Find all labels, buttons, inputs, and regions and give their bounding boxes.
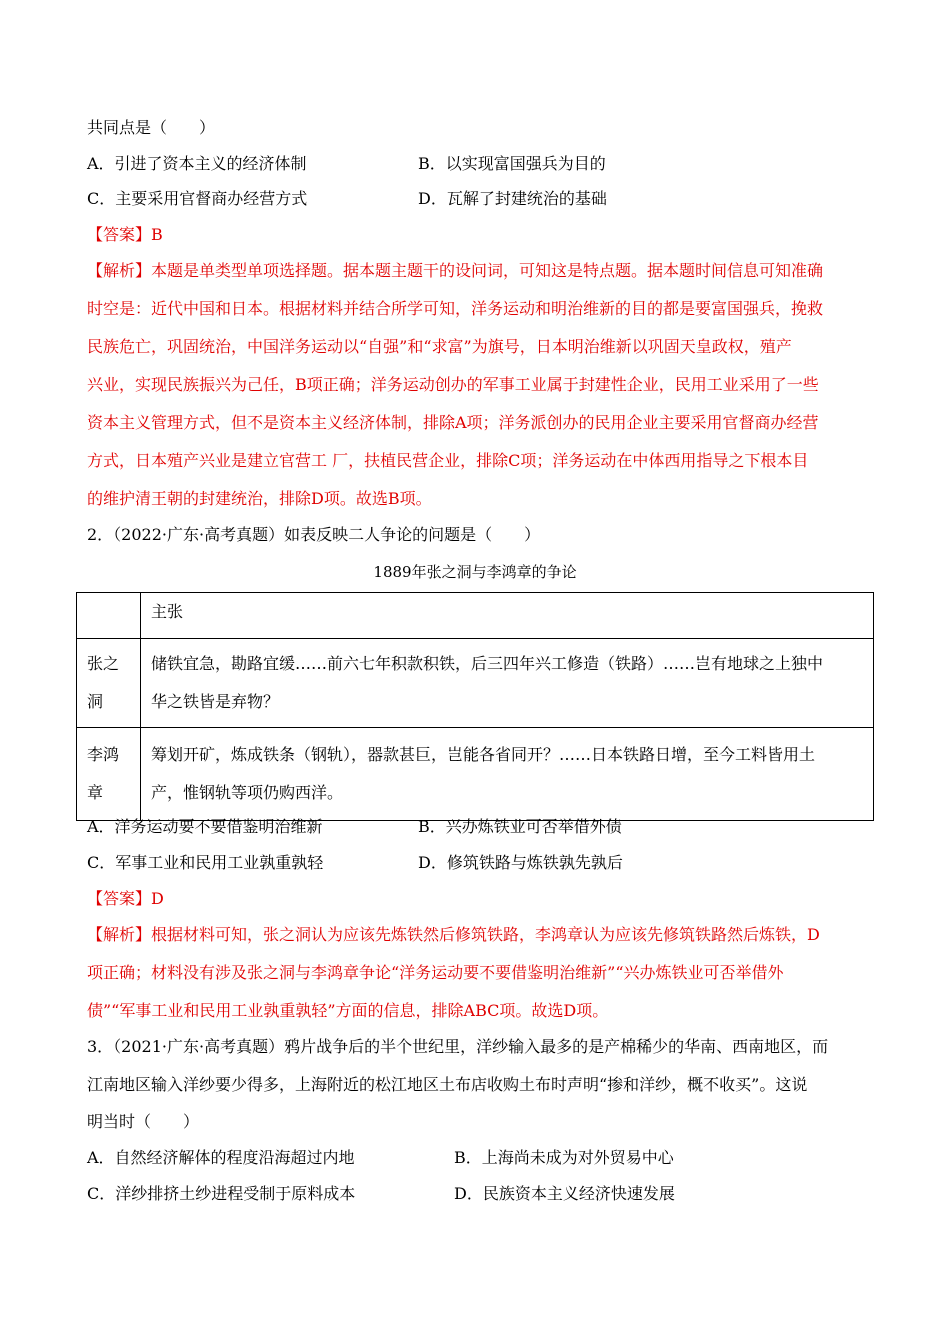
q2-table-caption: 1889年张之洞与李鸿章的争论 bbox=[373, 563, 577, 581]
q1-option-d: D．瓦解了封建统治的基础 bbox=[418, 189, 607, 208]
q1-analysis-line: 【解析】本题是单类型单项选择题。据本题主题干的设问词，可知这是特点题。据本题时间信息可知准确 bbox=[87, 261, 824, 280]
person-name-line: 李鸿 bbox=[87, 745, 120, 764]
q2-option-a: A．洋务运动要不要借鉴明治维新 bbox=[87, 817, 323, 836]
person-name-line: 章 bbox=[87, 783, 104, 802]
q1-analysis-line: 的维护清王朝的封建统治，排除D项。故选B项。 bbox=[87, 489, 432, 508]
q1-analysis-line: 兴业，实现民族振兴为己任，B项正确；洋务运动创办的军事工业属于封建性企业，民用工业采用了一些 bbox=[87, 375, 819, 394]
argument-cell bbox=[141, 728, 874, 821]
q1-option-a: A．引进了资本主义的经济体制 bbox=[87, 154, 307, 173]
argument-cell bbox=[141, 639, 874, 728]
q2-option-d: D．修筑铁路与炼铁孰先孰后 bbox=[418, 853, 623, 872]
q3-option-a: A．自然经济解体的程度沿海超过内地 bbox=[87, 1148, 355, 1167]
q2-stem: 2．（2022·广东·高考真题）如表反映二人争论的问题是（ ） bbox=[87, 525, 541, 544]
argument-line: 产，惟钢轨等项仍购西洋。 bbox=[151, 783, 344, 802]
q2-option-c: C．军事工业和民用工业孰重孰轻 bbox=[87, 853, 324, 872]
q1-analysis-line: 时空是：近代中国和日本。根据材料并结合所学可知，洋务运动和明治维新的目的都是要富国强兵，挽救 bbox=[87, 299, 824, 318]
table-header-cell bbox=[77, 593, 141, 639]
q1-option-b: B．以实现富国强兵为目的 bbox=[418, 154, 606, 173]
table-row bbox=[77, 639, 874, 728]
q3-stem-line: 江南地区输入洋纱要少得多，上海附近的松江地区土布店收购土布时声明“掺和洋纱，概不收买”。这说 bbox=[87, 1075, 808, 1094]
table-header-cell: 主张 bbox=[141, 593, 874, 639]
q3-option-b: B．上海尚未成为对外贸易中心 bbox=[454, 1148, 674, 1167]
table-row bbox=[77, 728, 874, 821]
q3-stem-line: 明当时（ ） bbox=[87, 1112, 200, 1131]
q2-option-b: B．兴办炼铁业可否举借外债 bbox=[418, 817, 622, 836]
person-name-cell bbox=[77, 728, 141, 821]
q3-option-d: D．民族资本主义经济快速发展 bbox=[454, 1184, 675, 1203]
q2-analysis-line: 【解析】根据材料可知，张之洞认为应该先炼铁然后修筑铁路，李鸿章认为应该先修筑铁路然后炼铁，D bbox=[87, 925, 820, 944]
q2-answer: 【答案】D bbox=[87, 889, 164, 908]
person-name-line: 张之 bbox=[87, 654, 120, 673]
q2-analysis-line: 项正确；材料没有涉及张之洞与李鸿章争论“洋务运动要不要借鉴明治维新”“兴办炼铁业可否举借外 bbox=[87, 963, 784, 982]
table-header-row bbox=[77, 593, 874, 639]
q1-option-c: C．主要采用官督商办经营方式 bbox=[87, 189, 308, 208]
argument-line: 华之铁皆是弃物？ bbox=[151, 692, 280, 711]
q1-analysis-line: 方式，日本殖产兴业是建立官营工 厂，扶植民营企业，排除C项；洋务运动在中体西用指导之下根本目 bbox=[87, 451, 809, 470]
q3-option-c: C．洋纱排挤土纱进程受制于原料成本 bbox=[87, 1184, 356, 1203]
q3-stem-line: 3．（2021·广东·高考真题）鸦片战争后的半个世纪里，洋纱输入最多的是产棉稀少的华南、西南地区，而 bbox=[87, 1037, 829, 1056]
q1-analysis-line: 民族危亡，巩固统治，中国洋务运动以“自强”和“求富”为旗号，日本明治维新以巩固天皇政权，殖产 bbox=[87, 337, 792, 356]
argument-line: 储铁宜急，勘路宜缓……前六七年积款积铁，后三四年兴工修造（铁路）……岂有地球之上独中 bbox=[151, 654, 824, 673]
q1-stem-tail: 共同点是（ ） bbox=[87, 118, 216, 137]
person-name-cell bbox=[77, 639, 141, 728]
q1-answer: 【答案】B bbox=[87, 225, 163, 244]
argument-line: 筹划开矿，炼成铁条（钢轨），器款甚巨，岂能各省同开？……日本铁路日增，至今工料皆用土 bbox=[151, 745, 816, 764]
q1-analysis-line: 资本主义管理方式，但不是资本主义经济体制，排除A项；洋务派创办的民用企业主要采用官督商办经营 bbox=[87, 413, 819, 432]
q2-analysis-line: 债”“军事工业和民用工业孰重孰轻”方面的信息，排除ABC项。故选D项。 bbox=[87, 1001, 609, 1020]
person-name-line: 洞 bbox=[87, 692, 104, 711]
debate-table bbox=[76, 592, 874, 821]
